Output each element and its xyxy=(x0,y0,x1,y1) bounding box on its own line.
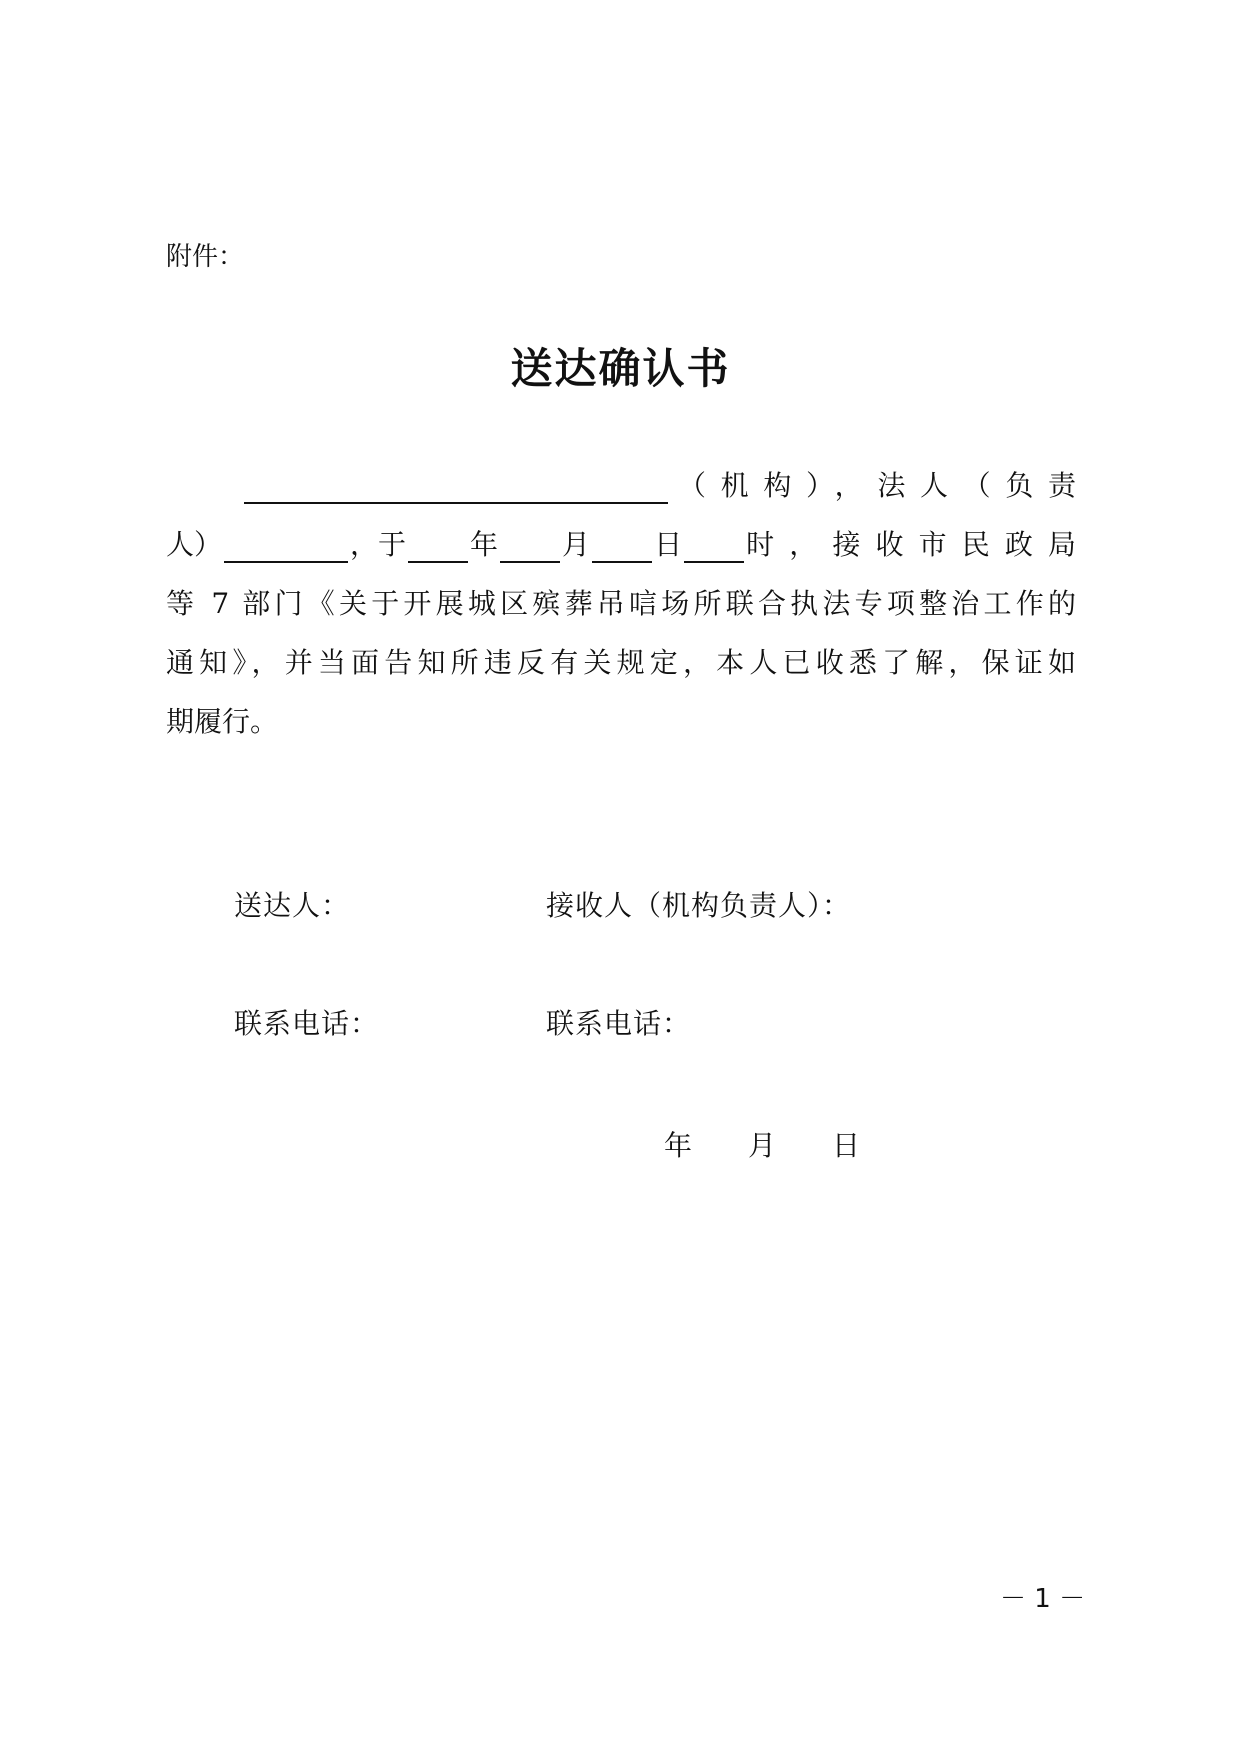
day-blank[interactable] xyxy=(592,531,652,563)
date-year-label: 年 xyxy=(664,1129,694,1162)
body-line-3-text: 等 7 部门《关于开展城区殡葬吊唁场所联合执法专项整治工作的 xyxy=(166,587,1076,620)
hour-blank[interactable] xyxy=(684,531,744,563)
body-month-label: 月 xyxy=(562,528,591,561)
body-line-4 xyxy=(166,641,1076,681)
body-line-1-text: （机构），法人（负责 xyxy=(678,469,1076,502)
page-title: 送达确认书 xyxy=(510,344,731,393)
sender-label: 送达人： xyxy=(234,889,351,922)
receiver-label: 接收人（机构负责人）： xyxy=(546,889,852,922)
date-month-label: 月 xyxy=(748,1129,778,1162)
receiver-phone-label: 联系电话： xyxy=(546,1007,692,1040)
body-line-5-text: 期履行。 xyxy=(166,705,279,738)
body-year-label: 年 xyxy=(470,528,499,561)
body-line-4-text: 通知》，并当面告知所违反有关规定，本人已收悉了解，保证如 xyxy=(166,646,1076,679)
body-day-label: 日 xyxy=(654,528,683,561)
month-blank[interactable] xyxy=(500,531,560,563)
body-line-3 xyxy=(166,582,1076,622)
legal-person-blank[interactable] xyxy=(224,531,348,563)
sender-phone-label: 联系电话： xyxy=(234,1007,380,1040)
page-number: － 1 － xyxy=(1000,1584,1086,1614)
attachment-label: 附件： xyxy=(166,242,245,272)
body-line-2-suffix: 时，接收市民政局 xyxy=(746,528,1076,561)
body-line-2 xyxy=(166,523,1076,563)
institution-blank[interactable] xyxy=(244,472,668,504)
body-line-1 xyxy=(166,464,1076,504)
body-line-5 xyxy=(166,700,1076,740)
body-line-2-prefix: 人） xyxy=(166,528,223,561)
year-blank[interactable] xyxy=(408,531,468,563)
body-line-2-at: ，于 xyxy=(350,528,407,561)
date-day-label: 日 xyxy=(832,1129,862,1162)
